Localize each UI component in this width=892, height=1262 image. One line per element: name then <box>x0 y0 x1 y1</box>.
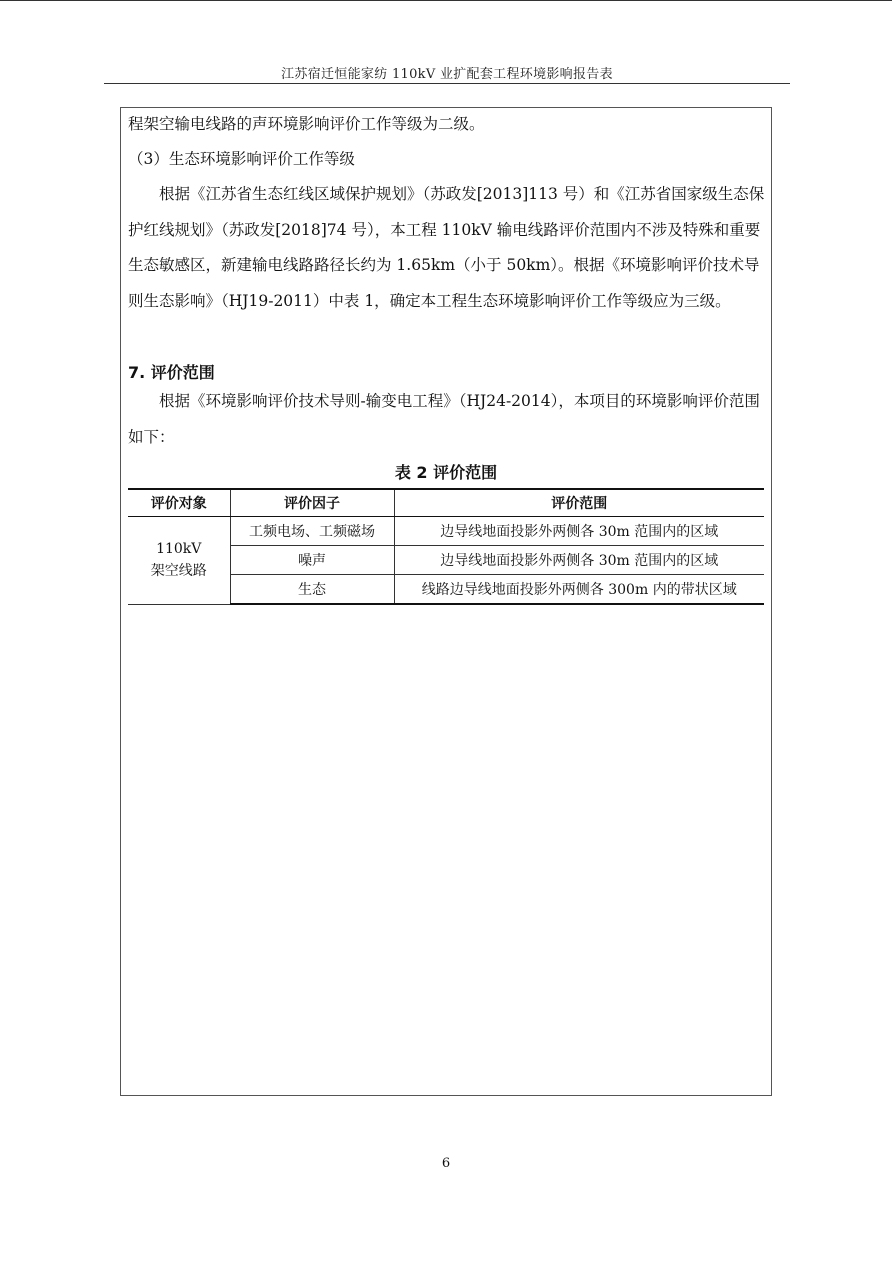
page-number: 6 <box>441 1156 451 1171</box>
section-heading-evaluation-scope: 7. 评价范围 <box>128 363 215 382</box>
evaluation-scope-table <box>128 488 764 605</box>
cell-range: 边导线地面投影外两侧各 30m 范围内的区域 <box>394 517 764 546</box>
cell-range: 线路边导线地面投影外两侧各 300m 内的带状区域 <box>394 575 764 605</box>
object-line-voltage: 110kV <box>156 541 202 558</box>
cell-factor: 噪声 <box>230 546 394 575</box>
table-caption: 表 2 评价范围 <box>394 463 498 482</box>
cell-factor: 工频电场、工频磁场 <box>230 517 394 546</box>
subheading-ecology-level: （3）生态环境影响评价工作等级 <box>128 150 355 168</box>
paragraph-ecology-level: 根据《江苏省生态红线区域保护规划》（苏政发[2013]113 号）和《江苏省国家级生态保护红线规划》（苏政发[2018]74 号），本工程 110kV 输电线路评价范围内不涉及特殊和重要生态敏感区，新建输电线路路径长约为 1.65km（小于 50km）。根据《环境影响评价技术导则生态影响》（HJ19-2011）中表 1，确定本工程生态环境影响评价工作等级应为三级。 <box>128 185 765 310</box>
paragraph-evaluation-scope: 根据《环境影响评价技术导则-输变电工程》（HJ24-2014），本项目的环境影响评价范围如下： <box>128 392 760 446</box>
column-header-factor: 评价因子 <box>230 489 394 517</box>
cell-factor: 生态 <box>230 575 394 605</box>
table-row <box>128 517 764 546</box>
header-divider <box>104 83 790 84</box>
top-border-line <box>0 0 892 1</box>
table-header-row <box>128 489 764 517</box>
column-header-object: 评价对象 <box>128 489 230 517</box>
column-header-range: 评价范围 <box>394 489 764 517</box>
cell-object <box>128 517 230 605</box>
page-header: 江苏宿迁恒能家纺 110kV 业扩配套工程环境影响报告表 <box>281 67 613 82</box>
cell-range: 边导线地面投影外两侧各 30m 范围内的区域 <box>394 546 764 575</box>
object-line-type: 架空线路 <box>150 563 207 580</box>
paragraph-noise-level: 程架空输电线路的声环境影响评价工作等级为二级。 <box>128 115 485 133</box>
